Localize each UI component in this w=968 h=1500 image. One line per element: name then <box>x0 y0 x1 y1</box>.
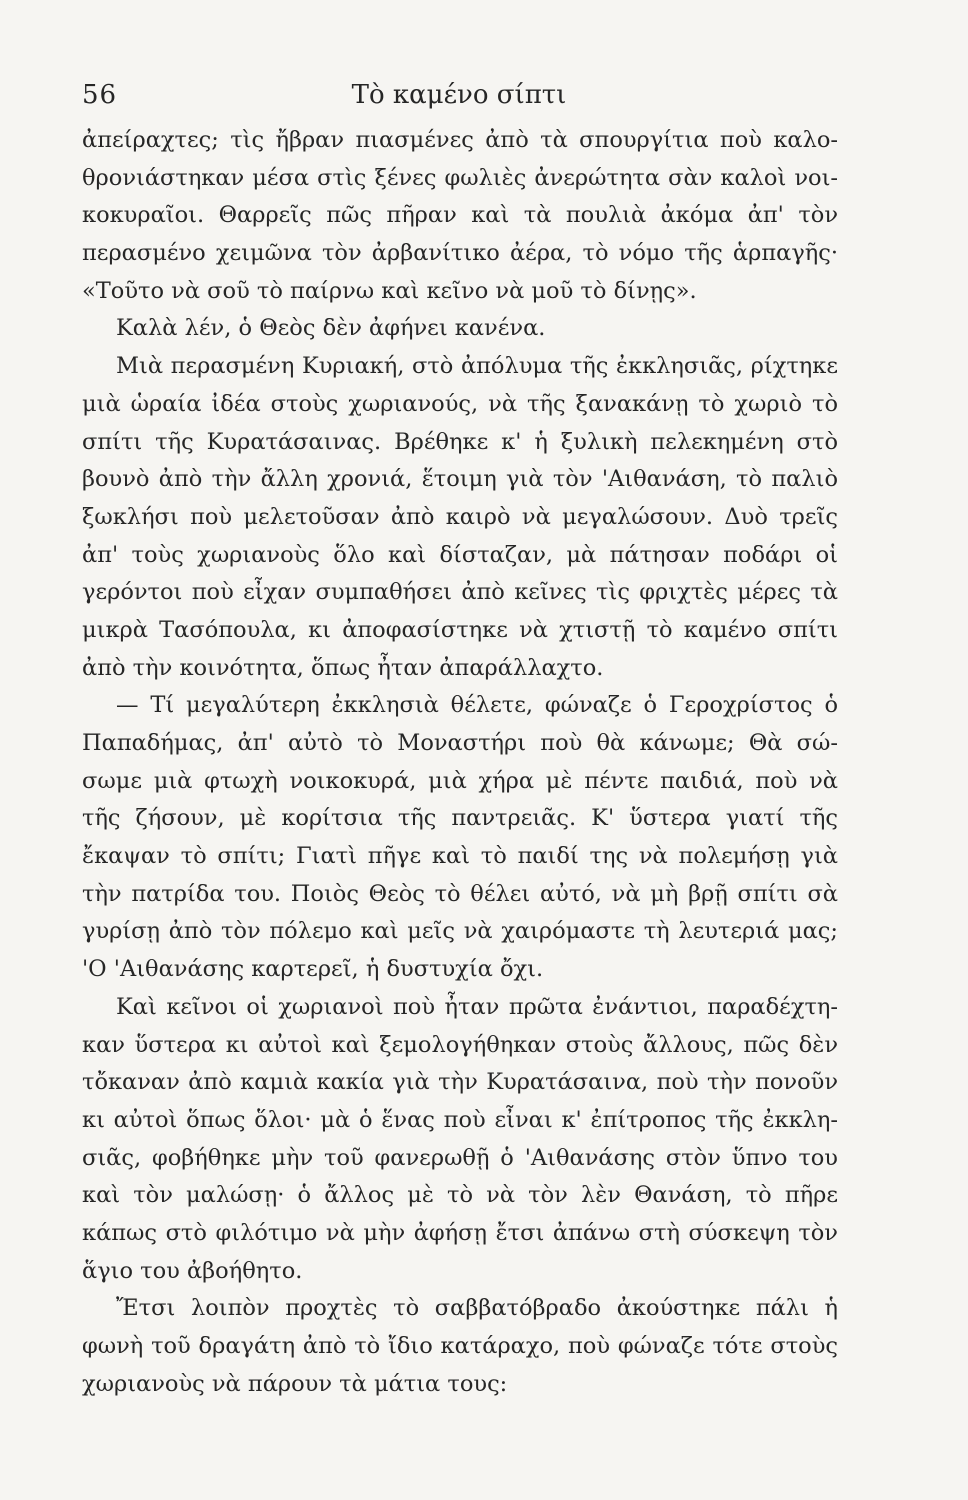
text-line: ἀπὸ τὴν κοινότητα, ὅπως ἦταν ἀπαράλλαχτο. <box>82 654 604 681</box>
text-line: Καλὰ λέν, ὁ Θεὸς δὲν ἀφήνει κανένα. <box>116 315 546 342</box>
text-line: γερόντοι ποὺ εἶχαν συμπαθήσει ἀπὸ κεῖνες τὶς φριχτὲς μέρες τὰ <box>82 579 838 606</box>
text-line: θρονιάστηκαν μέσα στὶς ξένες φωλιὲς ἀνερώτητα σὰν καλοὶ νοι- <box>82 164 838 191</box>
text-line: ἅγιο του ἀβοήθητο. <box>82 1257 303 1284</box>
text-line: Μιὰ περασμένη Κυριακή, στὸ ἀπόλυμα τῆς ἐκκλησιᾶς, ρίχτηκε <box>116 353 838 380</box>
text-line: Ἔτσι λοιπὸν προχτὲς τὸ σαββατόβραδο ἀκούστηκε πάλι ἡ <box>116 1295 838 1322</box>
text-line: «Τοῦτο νὰ σοῦ τὸ παίρνω καὶ κεῖνο νὰ μοῦ τὸ δίνῃς». <box>82 277 697 304</box>
text-line: γυρίσῃ ἀπὸ τὸν πόλεμο καὶ μεῖς νὰ χαιρόμαστε τὴ λευτεριά μας; <box>82 918 838 945</box>
text-line: ἀπ' τοὺς χωριανοὺς ὅλο καὶ δίσταζαν, μὰ πάτησαν ποδάρι οἱ <box>82 541 838 568</box>
text-line: φωνὴ τοῦ δραγάτη ἀπὸ τὸ ἴδιο κατάραχο, ποὺ φώναζε τότε στοὺς <box>82 1333 838 1359</box>
text-line: Παπαδήμας, ἀπ' αὐτὸ τὸ Μοναστήρι ποὺ θὰ κάνωμε; Θὰ σώ- <box>82 730 838 756</box>
text-line: ἀπείραχτες; τὶς ἤβραν πιασμένες ἀπὸ τὰ σπουργίτια ποὺ καλο- <box>82 127 838 153</box>
text-line: 'Ο 'Αιθανάσης καρτερεῖ, ἡ δυστυχία ὄχι. <box>82 956 544 983</box>
text-line: κάπως στὸ φιλότιμο νὰ μὴν ἀφήσῃ ἔτσι ἀπάνω στὴ σύσκεψη τὸν <box>82 1219 838 1246</box>
running-title: Τὸ καμένο σίπτι <box>351 80 567 110</box>
text-line: κοκυραῖοι. Θαρρεῖς πῶς πῆραν καὶ τὰ πουλιὰ ἀκόμα ἀπ' τὸν <box>82 202 838 229</box>
text-line: Καὶ κεῖνοι οἱ χωριανοὶ ποὺ ἦταν πρῶτα ἐνάντιοι, παραδέχτη- <box>116 993 838 1020</box>
text-line: σιᾶς, φοβήθηκε μὴν τοῦ φανερωθῇ ὁ 'Αιθανάσης στὸν ὕπνο του <box>82 1144 838 1171</box>
text-line: καν ὕστερα κι αὐτοὶ καὶ ξεμολογήθηκαν στοὺς ἄλλους, πῶς δὲν <box>82 1031 838 1058</box>
body-text <box>82 122 838 1403</box>
text-line: τὴν πατρίδα του. Ποιὸς Θεὸς τὸ θέλει αὐτό, νὰ μὴ βρῇ σπίτι σὰ <box>82 880 838 907</box>
text-line: μικρὰ Τασόπουλα, κι ἀποφασίστηκε νὰ χτιστῇ τὸ καμένο σπίτι <box>82 616 838 643</box>
text-line: περασμένο χειμῶνα τὸν ἀρβανίτικο ἀέρα, τὸ νόμο τῆς ἁρπαγῆς· <box>82 240 838 267</box>
text-line: κι αὐτοὶ ὅπως ὅλοι· μὰ ὁ ἕνας ποὺ εἶναι κ' ἐπίτροπος τῆς ἐκκλη- <box>82 1106 838 1133</box>
page-number: 56 <box>82 80 118 110</box>
text-line: χωριανοὺς νὰ πάρουν τὰ μάτια τους: <box>82 1370 508 1397</box>
text-line: μιὰ ὡραία ἰδέα στοὺς χωριανούς, νὰ τῆς ξανακάνῃ τὸ χωριὸ τὸ <box>82 390 838 417</box>
text-line: καὶ τὸν μαλώσῃ· ὁ ἄλλος μὲ τὸ νὰ τὸν λὲν Θανάση, τὸ πῆρε <box>82 1182 838 1209</box>
text-line: ξωκλήσι ποὺ μελετοῦσαν ἀπὸ καιρὸ νὰ μεγαλώσουν. Δυὸ τρεῖς <box>82 503 838 530</box>
text-line: βουνὸ ἀπὸ τὴν ἄλλη χρονιά, ἕτοιμη γιὰ τὸν 'Αιθανάση, τὸ παλιὸ <box>82 466 838 493</box>
text-line: σωμε μιὰ φτωχὴ νοικοκυρά, μιὰ χήρα μὲ πέντε παιδιά, ποὺ νὰ <box>82 767 838 794</box>
text-line: τῆς ζήσουν, μὲ κορίτσια τῆς παντρειᾶς. Κ' ὕστερα γιατί τῆς <box>82 805 838 832</box>
text-line: — Τί μεγαλύτερη ἐκκλησιὰ θέλετε, φώναζε ὁ Γεροχρίστος ὁ <box>116 692 838 719</box>
text-line: τὄκαναν ἀπὸ καμιὰ κακία γιὰ τὴν Κυρατάσαινα, ποὺ τὴν πονοῦν <box>82 1069 838 1096</box>
text-line: ἔκαψαν τὸ σπίτι; Γιατὶ πῆγε καὶ τὸ παιδί της νὰ πολεμήσῃ γιὰ <box>82 843 838 870</box>
page-header <box>82 80 836 124</box>
text-line: σπίτι τῆς Κυρατάσαινας. Βρέθηκε κ' ἡ ξυλικὴ πελεκημένη στὸ <box>82 428 838 455</box>
